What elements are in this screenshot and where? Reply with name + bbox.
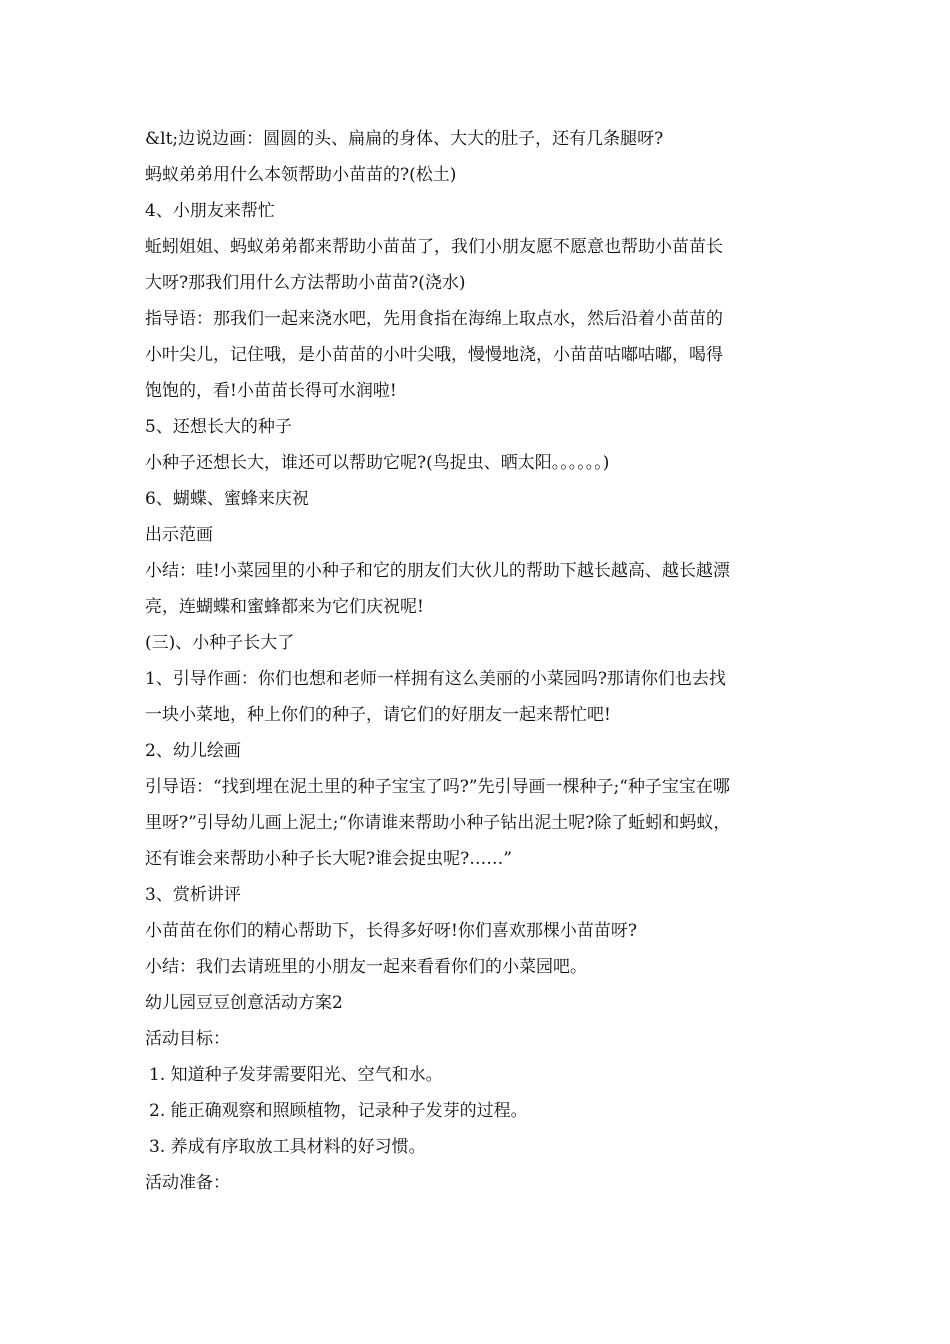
section-heading: 6、蝴蝶、蜜蜂来庆祝 — [145, 489, 309, 509]
section-heading: (三)、小种子长大了 — [145, 633, 295, 653]
list-item: 1. 知道种子发芽需要阳光、空气和水。 — [149, 1065, 443, 1085]
text-line: 饱饱的，看!小苗苗长得可水润啦! — [145, 381, 397, 401]
text-line: 小叶尖儿，记住哦，是小苗苗的小叶尖哦，慢慢地浇，小苗苗咕嘟咕嘟，喝得 — [145, 345, 723, 365]
list-item: 2. 能正确观察和照顾植物，记录种子发芽的过程。 — [149, 1101, 528, 1121]
text-line: 还有谁会来帮助小种子长大呢?谁会捉虫呢?……” — [145, 849, 512, 869]
section-heading: 活动目标： — [145, 1029, 230, 1049]
text-line: 蚯蚓姐姐、蚂蚁弟弟都来帮助小苗苗了，我们小朋友愿不愿意也帮助小苗苗长 — [145, 237, 723, 257]
text-line: 指导语：那我们一起来浇水吧，先用食指在海绵上取点水，然后沿着小苗苗的 — [145, 309, 723, 329]
text-line: 一块小菜地，种上你们的种子，请它们的好朋友一起来帮忙吧! — [145, 705, 611, 725]
text-line: 小种子还想长大，谁还可以帮助它呢?(鸟捉虫、晒太阳。。。。。。) — [145, 453, 610, 473]
text-line: 大呀?那我们用什么方法帮助小苗苗?(浇水) — [145, 273, 466, 293]
text-line: 小苗苗在你们的精心帮助下，长得多好呀!你们喜欢那棵小苗苗呀? — [145, 921, 637, 941]
document-title: 幼儿园豆豆创意活动方案2 — [145, 993, 343, 1013]
section-heading: 2、幼儿绘画 — [145, 741, 241, 761]
text-line: &lt;边说边画：圆圆的头、扁扁的身体、大大的肚子，还有几条腿呀? — [145, 129, 664, 149]
list-item: 3. 养成有序取放工具材料的好习惯。 — [149, 1137, 426, 1157]
text-line: 1、引导作画：你们也想和老师一样拥有这么美丽的小菜园吗?那请你们也去找 — [145, 669, 726, 689]
text-line: 亮，连蝴蝶和蜜蜂都来为它们庆祝呢! — [145, 597, 424, 617]
section-heading: 5、还想长大的种子 — [145, 417, 292, 437]
section-heading: 3、赏析讲评 — [145, 885, 241, 905]
text-line: 里呀?”引导幼儿画上泥土;“你请谁来帮助小种子钻出泥土呢?除了蚯蚓和蚂蚁， — [145, 813, 731, 833]
text-line: 出示范画 — [145, 525, 213, 545]
section-heading: 4、小朋友来帮忙 — [145, 201, 275, 221]
text-line: 引导语：“找到埋在泥土里的种子宝宝了吗?”先引导画一棵种子;“种子宝宝在哪 — [145, 777, 730, 797]
section-heading: 活动准备： — [145, 1173, 230, 1193]
text-line: 小结：我们去请班里的小朋友一起来看看你们的小菜园吧。 — [145, 957, 587, 977]
text-line: 小结：哇!小菜园里的小种子和它的朋友们大伙儿的帮助下越长越高、越长越漂 — [145, 561, 730, 581]
text-line: 蚂蚁弟弟用什么本领帮助小苗苗的?(松土) — [145, 165, 457, 185]
document-body — [145, 121, 810, 1201]
